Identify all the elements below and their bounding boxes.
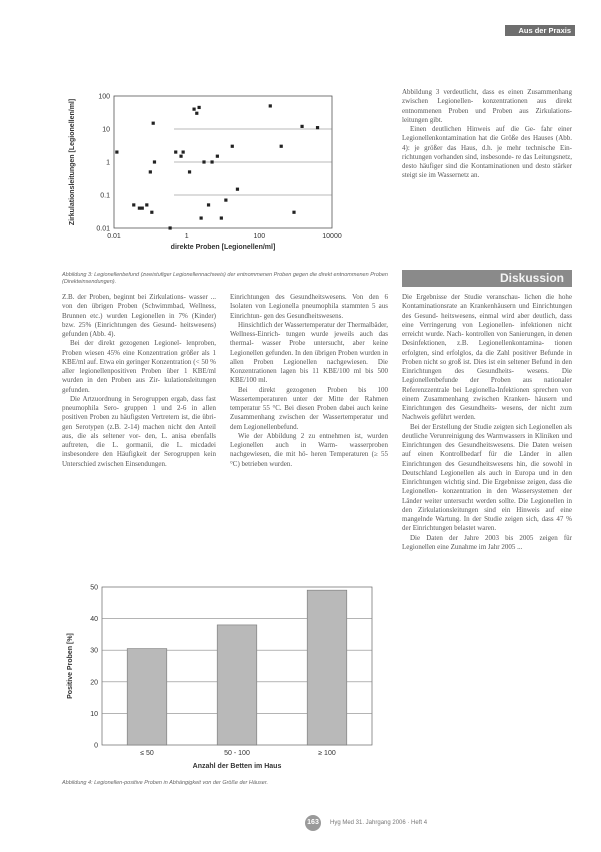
scatter-figure [62,88,352,260]
y-tick-label: 10 [90,710,98,718]
y-axis-label: Zirkulationsleitungen [Legionellen/ml] [69,98,76,226]
paragraph: Z.B. der Proben, beginnt bei Zirkulations- wasser ... von den übrigen Proben (Schwimmbad, Wellness, Brunnen etc.) wurden Legionellen in 7% (Kinder) bzw. 25% (Einrichtungen des Gesund- heitswesens) gefunden (Abb. 4). [62,293,216,338]
section-tag: Aus der Praxis [505,25,575,36]
y-tick-label: 100 [98,93,110,101]
data-point [152,122,155,125]
y-tick-label: 0.01 [96,225,110,233]
y-tick-label: 20 [90,679,98,687]
data-point [236,188,239,191]
data-point [132,203,135,206]
data-point [149,170,152,173]
data-point [224,199,227,202]
paragraph: Bei der Erstellung der Studie zeigten sich Legionellen als deutliche Verunreinigung des Warmwassers in Kliniken und Einrichtungen des Gesundheitswesens. Die Daten weisen auf einen Kontrollbedarf für die Länder in allen Einrichtungen des Gesundheitswesens hin, die sowohl in Deutschland Legionellen als auch in Europa und in den Einrichtungen wichtig sind. Die Ergebnisse zeigen, dass die Legionellen- konzentration in den Wassersystemen der Länder weiter untersucht werden sollte. Die Legionellen in den Zirkulationsleitungen sind ein Hinweis auf eine mangelnde Wartung. In der Studie zeigen sich, dass 47 % der Einrichtungen belastet waren. [402,422,572,533]
bar [307,590,347,745]
data-point [202,160,205,163]
paragraph: Die Artzuordnung in Serogruppen ergab, dass fast pneumophila Sero- gruppen 1 und 2-6 in allen positiven Proben zu häufigsten Vertretern ist, die übri- gen Serotypen (z.B. 2-14) machen nicht den Anteil aus, die als seltener vor- den, L. anisa ebenfalls auftreten, die L. gormanii, die L. micdadei insbesondere den Häufigkeit der Serogruppen kein Unterschied zwischen Einsendungen. [62,394,216,468]
data-point [280,145,283,148]
data-point [169,226,172,229]
data-point [200,216,203,219]
figure-3-caption: Abbildung 3: Legionellenbefund (zweistufiger Legionellennachweis) der entnommenen Proben gegen die direkt entnommenen Proben (Direkteinsendungen). [62,272,388,285]
y-tick-label: 1 [106,159,110,167]
paragraph: Die Daten der Jahre 2003 bis 2005 zeigen für Legionellen eine Zunahme im Jahr 2005 ... [402,533,572,551]
paragraph: Wie der Abbildung 2 zu entnehmen ist, wurden Legionellen auch in Warm- wasserproben nachgewiesen, die mit hö- heren Temperaturen (≥ 55 °C) betrieben wurden. [230,431,388,468]
y-tick-label: 0.1 [100,192,110,200]
data-point [195,112,198,115]
x-tick-label: 50 - 100 [224,750,250,757]
bar-figure [60,577,380,777]
data-point [179,155,182,158]
x-tick-label: 100 [253,233,266,240]
x-tick-label: 0.01 [107,233,121,240]
data-point [220,216,223,219]
data-point [192,108,195,111]
y-tick-label: 30 [90,647,98,655]
y-tick-label: 10 [102,126,110,134]
bar [217,625,257,745]
scatter-chart [62,88,352,260]
x-axis-label: direkte Proben [Legionellen/ml] [170,244,276,251]
text-column-1 [62,293,216,469]
data-point [153,160,156,163]
paragraph: Hinsichtlich der Wassertemperatur der Thermalbäder, Wellness-Einrich- tungen wurde jeweils auch das thermal- wasser Probe untersucht, aber keine Legionellen gefunden. In den übrigen Proben wurden in allen Proben Legionellen nachgewiesen. Die Konzentrationen lagen bis 11 KBE/100 ml bis 500 KBE/100 ml. [230,320,388,385]
text-column-right-top [402,88,572,181]
y-tick-label: 50 [90,584,98,592]
data-point [292,211,295,214]
data-point [198,106,201,109]
x-tick-label: ≥ 100 [318,750,336,757]
section-heading-text: Diskussion [499,271,564,285]
paragraph: Einrichtungen des Gesundheitswesens. Von den 6 Isolaten von Legionella pneumophila stammten 5 aus Einrichtun- gen des Gesundheitswesens. [230,293,388,320]
x-tick-label: 1 [184,233,189,240]
data-point [115,150,118,153]
paragraph: Bei direkt gezogenen Proben bis 100 Wassertemperaturen unter der Mitte der Rahmen temperatur 55 °C. Bei diesen Proben dabei auch keine Zusammenhang zwischen der Wassertemperatur und dem Legionellenbefund. [230,385,388,431]
data-point [138,207,141,210]
x-tick-label: ≤ 50 [140,750,154,757]
y-tick-label: 40 [90,616,98,624]
paragraph: Bei der direkt gezogenen Legionel- lenproben, Proben wiesen 45% eine Konzentration größer als 1 KBE/ml auf. Etwa ein geringer Konzentration (< 50 % aller legionellenpositiven Proben über 1 KBE/ml wurden in den Proben aus Zir- kulationsleitungen gefunden. [62,339,216,394]
data-point [174,150,177,153]
data-point [188,170,191,173]
data-point [216,155,219,158]
data-point [316,126,319,129]
data-point [269,104,272,107]
page-number: 163 [305,815,321,831]
data-point [182,150,185,153]
data-point [150,211,153,214]
y-axis-label: Positive Proben [%] [67,633,74,699]
paragraph: Die Ergebnisse der Studie veranschau- lichen die hohe Kontaminationsrate an Krankenhäusern und Einrichtungen des Gesund- heitswesens, einmal wird aber deutlich, dass eine Verringerung von Legionellen- infektionen nicht erreicht wurde. Nach- kontrollen von Sanierungen, in denen Desinfektionen, z.B. Legionellenkontamina- tionen erfolgten, sind erfolglos, da die Zahl positiver Befunde in Proben nicht so groß ist. Dies ist ein seltener Befund in den Einrichtungen des Gesundheits- wesens. Die Legionellenbefunde der Proben aus nationaler Referenzzentrale bei Legionella-Infektionen sprechen von einem Zusammenhang zwischen Kranken- häusern und Einrichtungen des Gesundheits- wesens, der nicht zum Nachweis geführt werden. [402,293,572,422]
data-point [300,125,303,128]
y-tick-label: 0 [94,742,98,750]
data-point [207,203,210,206]
data-point [141,207,144,210]
section-heading-diskussion [402,270,572,287]
x-tick-label: 10000 [322,233,342,240]
data-point [210,160,213,163]
paragraph: Einen deutlichen Hinweis auf die Ge- fahr einer Legionellenkontamination hat die Größe des Hauses (Abb. 4): je größer das Haus, d.h. je mehr technische Ein- richtungen vorhanden sind, insbesonde- re das Leitungsnetz, desto häufiger sind die Kontaminationen und desto stärker steigt sie im Wassernetz an. [402,125,572,180]
bar [127,649,167,745]
text-column-2 [230,293,388,469]
bar-chart [60,577,380,777]
text-column-3 [402,293,572,805]
journal-footer: Hyg Med 31. Jahrgang 2006 · Heft 4 [330,820,428,826]
x-axis-label: Anzahl der Betten im Haus [192,763,282,770]
data-point [145,203,148,206]
figure-4-caption: Abbildung 4: Legionellen-positive Proben in Abhängigkeit von der Größe der Häuser. [62,780,268,786]
data-point [231,145,234,148]
paragraph: Abbildung 3 verdeutlicht, dass es einen Zusammenhang zwischen Legionellen- konzentrationen aus direkt entnommenen Proben und Proben aus Zirkulations- leitungen gibt. [402,88,572,124]
